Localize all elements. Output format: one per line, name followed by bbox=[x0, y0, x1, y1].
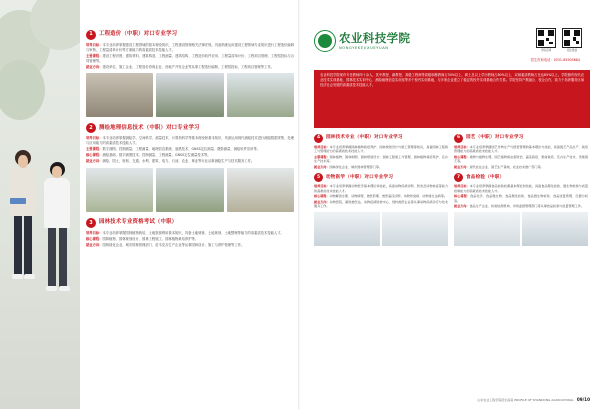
right-page bbox=[300, 0, 600, 409]
paragraph bbox=[86, 243, 294, 248]
survey-photo bbox=[227, 73, 294, 117]
paragraph bbox=[314, 184, 448, 193]
para-text: 动物医院、畜牧兽医站、动物疫病防控中心、饲料兽药企业等从事动物疾病诊疗与技术服务工作。 bbox=[314, 199, 449, 209]
right-column bbox=[454, 134, 588, 250]
lab-photo bbox=[382, 212, 448, 246]
paragraph bbox=[86, 159, 294, 164]
photo-row bbox=[454, 212, 588, 246]
paragraph bbox=[314, 155, 448, 164]
para-text: 本专业培养掌握园林植物栽培养护、园林规划设计与施工管理等知识，具备园林工程施工与管理能力的高素质技术技能人才。 bbox=[314, 145, 449, 154]
paragraph bbox=[314, 165, 448, 169]
paragraph bbox=[86, 231, 294, 236]
paragraph bbox=[86, 65, 294, 70]
program-section bbox=[454, 134, 588, 169]
para-text: 本专业培养掌握园艺作物生产与经营管理的基本理论与技能，具备园艺产品生产、栽培管理能力的高素质技术技能人才。 bbox=[454, 145, 589, 154]
section-number: 4 bbox=[314, 134, 323, 143]
section-name: 动物医学（中职）对口专业学习 bbox=[326, 174, 394, 180]
paragraph bbox=[86, 237, 294, 242]
qr-label: 招生微信 bbox=[566, 49, 578, 52]
admission-hotline: 招生咨询电话：0531-85905684 bbox=[530, 58, 580, 62]
para-text: 园林植物、园林制图、园林规划设计、园林工程施工与管理、园林植物栽培养护、花卉生产技术等。 bbox=[314, 154, 449, 164]
para-text: 园林绿化企业、城市园林管理部门等。 bbox=[329, 164, 383, 169]
section-number: 1 bbox=[86, 30, 96, 40]
program-section bbox=[86, 30, 294, 117]
section-number: 3 bbox=[86, 218, 96, 228]
paragraph bbox=[86, 54, 294, 64]
college-intro: 农业科技学院现有专任教师四十余人，其中教授、副教授、高级工程师等高级职称教师占30%以上，硕士及以上学历教师占80%以上，双师素质教师占比达85%以上。学院拥有现代农业技术实训基地、园林技术实训中心、测绘地理信息实训室等多个校内实训基地，与多家企业建立了稳定的校外实训基地合作关系。学院坚持产教融合、校企合作，致力于培养服务区域经济社会发展的高素质技术技能人才。 bbox=[314, 70, 590, 128]
section-number: 5 bbox=[314, 173, 323, 182]
college-header bbox=[314, 28, 586, 62]
photo-row bbox=[86, 168, 294, 212]
paragraph bbox=[86, 136, 294, 146]
para-key: 就业方向： bbox=[314, 199, 330, 204]
section-name: 测绘地理信息技术（中职）对口专业学习 bbox=[99, 124, 200, 131]
section-title bbox=[314, 173, 448, 182]
section-title bbox=[454, 134, 588, 143]
program-section bbox=[86, 123, 294, 212]
section-name: 园林技术专业资格考试（中职） bbox=[99, 219, 178, 226]
para-key: 就业方向： bbox=[454, 164, 470, 169]
para-key: 培养目标： bbox=[314, 184, 330, 189]
paragraph bbox=[454, 204, 588, 208]
paragraph bbox=[86, 153, 294, 158]
para-key: 就业方向： bbox=[454, 204, 470, 209]
paragraph bbox=[454, 165, 588, 169]
section-name: 工程造价（中职）对口专业学习 bbox=[99, 31, 178, 38]
college-logo bbox=[314, 30, 336, 52]
program-section bbox=[314, 134, 448, 169]
para-text: 本专业培养掌握建设工程领域的基本理论知识，工程建设管理相关法律法规，具备熟练运用建设工程领域专业知识进行工程造价编制与审核、工程量清单计价等方面能力的高素质技术技能人才。 bbox=[86, 43, 295, 52]
para-key: 主要课程： bbox=[86, 53, 103, 58]
page-footer bbox=[477, 397, 590, 403]
para-key: 培养目标： bbox=[86, 231, 103, 236]
photo-row bbox=[314, 212, 448, 246]
footer-school: 山东农业工程学院招生指南 bbox=[477, 397, 514, 402]
para-text: 测绘、国土、规划、交通、水利、建筑、电力、石油、农业、林业等行业从事测绘生产与技术服务工作。 bbox=[102, 159, 255, 164]
para-key: 就业方向： bbox=[86, 243, 103, 248]
para-text: 现代农业企业、园艺生产基地、农业技术推广部门等。 bbox=[469, 164, 544, 169]
section-number: 7 bbox=[454, 173, 463, 182]
para-text: 食品生产企业、检验检测机构、市场监督管理部门等从事食品检验与质量管理工作。 bbox=[469, 204, 584, 209]
section-title bbox=[314, 134, 448, 143]
paragraph bbox=[454, 194, 588, 203]
para-text: 园林绿化企业、城市园林管理部门、苗木花卉生产企业等从事园林设计、施工与养护管理等工作。 bbox=[102, 243, 245, 248]
page-number: 09/10 bbox=[576, 396, 590, 402]
qr-code-icon[interactable] bbox=[562, 28, 582, 48]
para-key: 主要课程： bbox=[86, 147, 103, 152]
paragraph bbox=[314, 200, 448, 209]
para-text: 建设工程识图、建筑材料、建筑构造、工程测量、建筑结构、工程造价软件应用、工程量清单计价、工程项目管理、工程招投标与合同管理等。 bbox=[86, 53, 295, 63]
para-key: 核心课程： bbox=[454, 194, 470, 199]
survey-photo bbox=[156, 73, 223, 117]
footer-en: PROFILE OF SHANDONG AGRICULTURAL bbox=[514, 397, 574, 402]
para-key: 主要课程： bbox=[314, 154, 330, 159]
para-text: 园林植物、园林规划设计、园林工程施工、园林植物栽培养护等。 bbox=[102, 237, 199, 242]
paragraph bbox=[454, 184, 588, 193]
program-section bbox=[454, 173, 588, 245]
para-key: 核心课程： bbox=[314, 194, 330, 199]
lab-photo bbox=[454, 212, 520, 246]
para-key: 培养目标： bbox=[314, 145, 330, 149]
section-title bbox=[454, 173, 588, 182]
paragraph bbox=[86, 43, 294, 53]
para-text: 本专业培养掌握动物医学基本理论和技能，具备动物疾病诊断、防治及动物检疫等能力的高素质技术技能人才。 bbox=[314, 184, 449, 193]
field-photo bbox=[86, 168, 153, 212]
paragraph bbox=[86, 147, 294, 152]
section-name: 园艺（中职）对口专业学习 bbox=[466, 135, 524, 141]
logo-mark bbox=[318, 34, 332, 48]
para-text: 植物与植物生理、园艺植物病虫害防治、蔬菜栽培、果树栽培、花卉生产技术、设施园艺等。 bbox=[454, 154, 589, 164]
section-name: 食品检验（中职） bbox=[466, 174, 505, 180]
field-photo bbox=[156, 168, 223, 212]
section-title bbox=[86, 218, 294, 228]
paragraph bbox=[314, 194, 448, 198]
section-title bbox=[86, 30, 294, 40]
para-key: 培养目标： bbox=[454, 184, 470, 189]
para-key: 培养目标： bbox=[454, 145, 470, 149]
program-section bbox=[86, 218, 294, 248]
section-title bbox=[86, 123, 294, 133]
qr-label: 学院官网 bbox=[540, 49, 552, 52]
para-key: 培养目标： bbox=[86, 43, 103, 47]
para-text: 食品化学、食品微生物、食品理化检验、食品微生物检验、食品质量管理、仪器分析等。 bbox=[454, 194, 589, 203]
paragraph bbox=[454, 155, 588, 164]
para-key: 就业方向： bbox=[314, 164, 330, 169]
para-text: 动物解剖生理、动物病理、兽医药理、兽医临床诊断、动物传染病、动物寄生虫病等。 bbox=[329, 194, 448, 199]
para-text: 建设单位、施工企业、工程造价咨询企业、房地产开发企业等从事工程造价编制、工程招投标、工程项目管理等工作。 bbox=[102, 64, 274, 69]
paragraph bbox=[454, 145, 588, 154]
para-key: 核心课程： bbox=[454, 154, 470, 159]
para-key: 培养目标： bbox=[86, 136, 103, 141]
students-photo bbox=[0, 0, 80, 409]
paragraph bbox=[314, 145, 448, 154]
qr-code-icon[interactable] bbox=[536, 28, 556, 48]
para-key: 核心课程： bbox=[86, 237, 103, 242]
para-key: 核心课程： bbox=[86, 153, 103, 158]
program-section bbox=[314, 173, 448, 245]
photo-row bbox=[86, 73, 294, 117]
para-text: 本专业培养掌握园林植物栽培、土地资源利用基本知识，具备土地调查、土地规划、土地整理等能力的高素质技术技能人才。 bbox=[102, 231, 284, 236]
college-name-en: NONGYEKEJIXUEYUAN bbox=[339, 46, 389, 50]
para-key: 就业方向： bbox=[86, 159, 103, 164]
field-photo bbox=[227, 168, 294, 212]
lab-photo bbox=[522, 212, 588, 246]
para-text: 本专业培养掌握食品检验检测基本理论和技能，具备食品理化检验、微生物检验与质量控制能力的高素质技术技能人才。 bbox=[454, 184, 589, 193]
lab-photo bbox=[314, 212, 380, 246]
para-key: 就业方向： bbox=[86, 64, 103, 69]
para-text: 测绘基础、数字测图技术、控制测量、工程测量、GNSS定位测量技术等。 bbox=[102, 153, 211, 158]
section-number: 2 bbox=[86, 123, 96, 133]
para-text: 本专业培养掌握测绘学、空间科学、测量技术、计算机科学等基本理论和基本知识，具备运用现代测绘技术进行测绘数据采集、处理与应用能力的高素质技术技能人才。 bbox=[86, 136, 295, 146]
college-name: 农业科技学院 bbox=[339, 31, 411, 45]
left-content bbox=[86, 30, 294, 249]
section-name: 园林技术专业（中职）对口专业学习 bbox=[326, 135, 403, 141]
para-text: 数字测图、控制测量、工程测量、地理信息系统、遥感技术、GNSS定位测量、摄影测量、测绘软件应用等。 bbox=[102, 147, 261, 152]
section-number: 6 bbox=[454, 134, 463, 143]
survey-photo bbox=[86, 73, 153, 117]
left-column bbox=[314, 134, 448, 250]
